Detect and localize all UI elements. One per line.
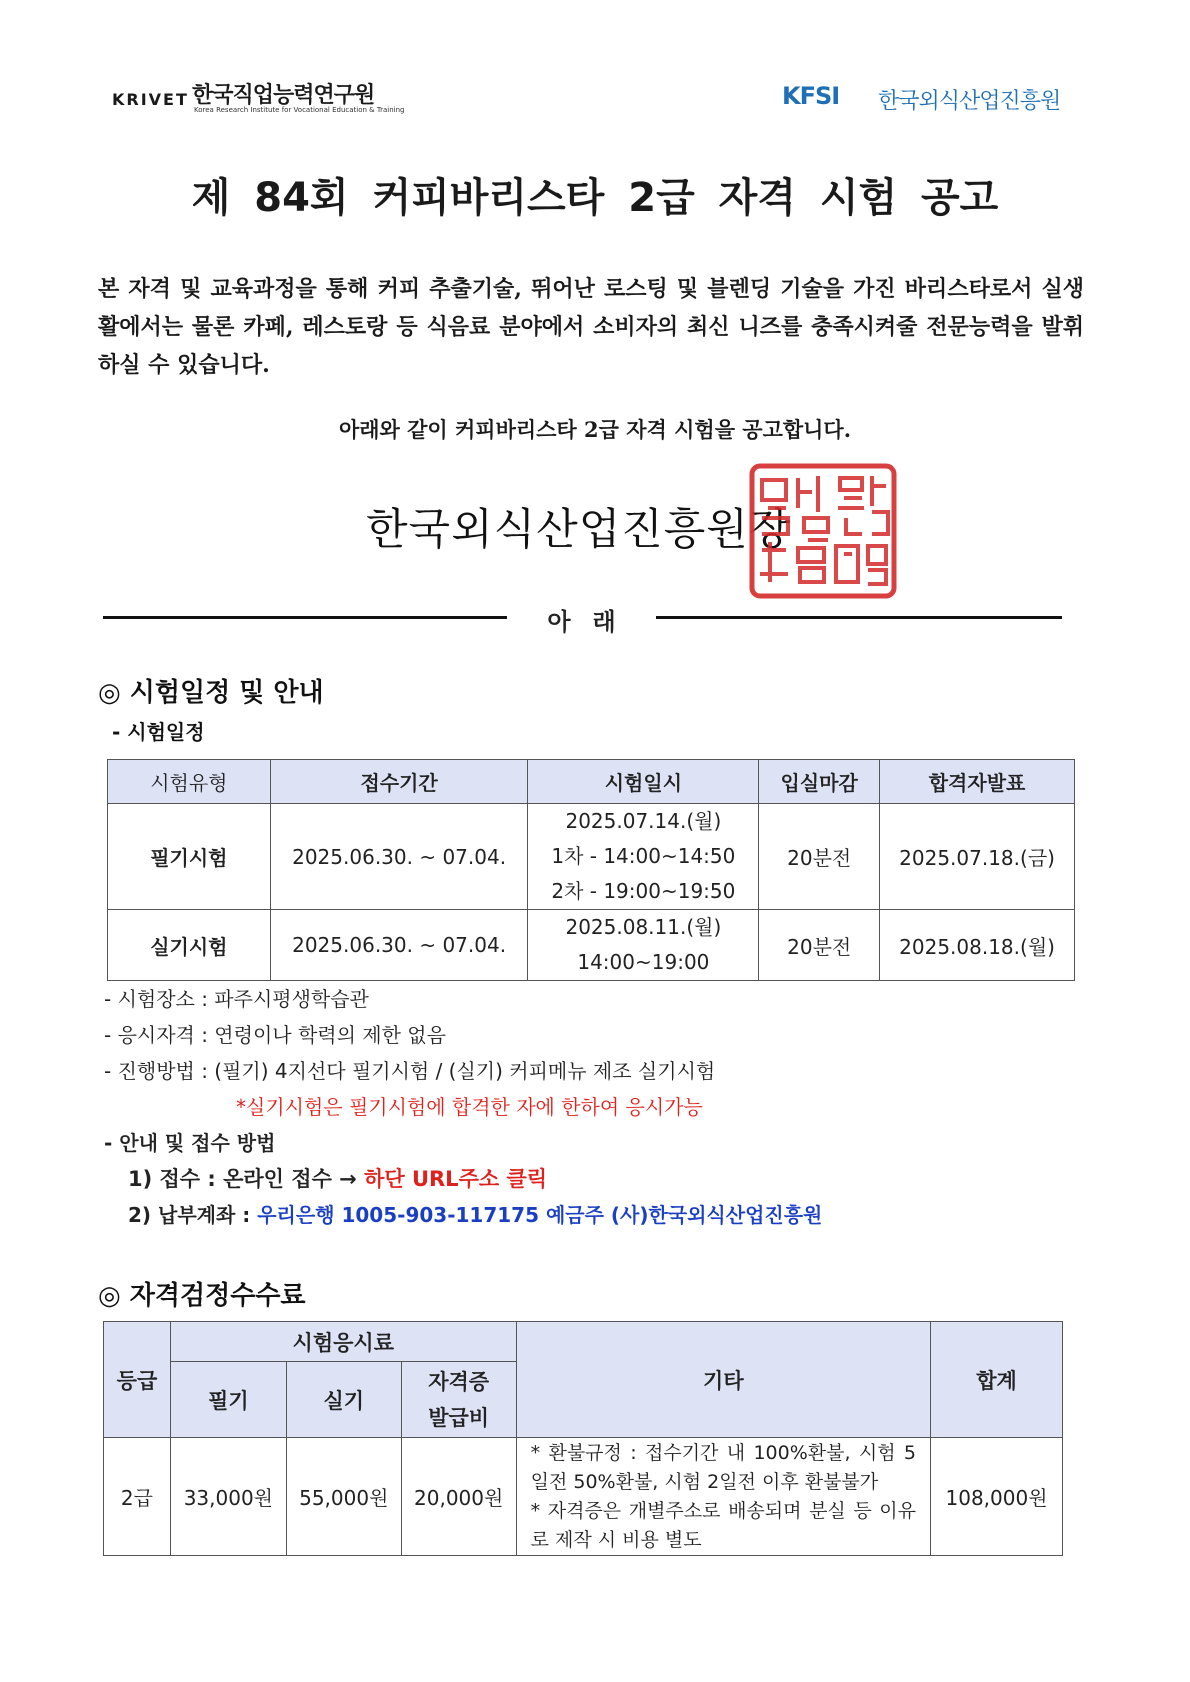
- kfsi-korean-name: 한국외식산업진흥원: [878, 89, 1061, 114]
- result-date: 2025.07.18.(금): [880, 804, 1075, 910]
- header-entry-deadline: 입실마감: [759, 760, 880, 804]
- intro-paragraph: 본 자격 및 교육과정을 통해 커피 추출기술, 뛰어난 로스팅 및 블렌딩 기술을 가진 바리스타로서 실생활에서는 물론 카페, 레스토랑 등 식음료 분야에서 소비자의 최신 니즈를 충족시켜줄 전문능력을 발휘하실 수 있습니다.: [98, 276, 1084, 378]
- exam-schedule-table: [107, 759, 1075, 981]
- note-method: - 진행방법 : (필기) 4지선다 필기시험 / (실기) 커피메뉴 제조 실기시험: [104, 1059, 716, 1083]
- krivet-wordmark: KRIVET: [112, 90, 189, 109]
- note-eligibility: - 응시자격 : 연령이나 학력의 제한 없음: [104, 1023, 446, 1047]
- application-period: 2025.06.30. ~ 07.04.: [270, 804, 528, 910]
- exam-datetime: [528, 910, 759, 981]
- krivet-korean-name: 한국직업능력연구원: [192, 83, 375, 108]
- fee-written: 33,000원: [170, 1438, 286, 1556]
- entry-deadline: 20분전: [759, 804, 880, 910]
- fee-table: [103, 1321, 1063, 1556]
- fee-header-row: [104, 1322, 1063, 1362]
- fee-total: 108,000원: [931, 1438, 1063, 1556]
- fee-etc-notes: * 환불규정 : 접수기간 내 100%환불, 시험 5일전 50%환불, 시험 2일전 이후 환불불가 * 자격증은 개별주소로 배송되며 분실 등 이유로 제작 시 비용 별도: [516, 1438, 930, 1556]
- official-seal-icon: [748, 462, 898, 600]
- divider-line-right: [656, 616, 1062, 619]
- note-venue: - 시험장소 : 파주시평생학습관: [104, 987, 369, 1011]
- header-written-fee: 필기: [170, 1362, 286, 1438]
- exam-type: 실기시험: [108, 910, 271, 981]
- signer-name: 한국외식산업진흥원장: [366, 505, 792, 555]
- apply-label: 1) 접수 : 온라인 접수 →: [128, 1167, 357, 1191]
- section-heading-schedule: ◎ 시험일정 및 안내: [98, 678, 324, 708]
- section-heading-fees: ◎ 자격검정수수료: [98, 1281, 306, 1311]
- krivet-logo: [112, 76, 412, 120]
- account-label: 2) 납부계좌 :: [128, 1203, 251, 1227]
- exam-type: 필기시험: [108, 804, 271, 910]
- schedule-header-row: [108, 760, 1075, 804]
- guide-item-account: [128, 1199, 822, 1228]
- announcement-line: 아래와 같이 커피바리스타 2급 자격 시험을 공고합니다.: [338, 417, 852, 442]
- guide-item-apply: [128, 1163, 547, 1193]
- kfsi-logo: [782, 80, 1062, 116]
- apply-link-text[interactable]: 하단 URL주소 클릭: [364, 1167, 548, 1191]
- exam-datetime: [528, 804, 759, 910]
- header-period: 접수기간: [270, 760, 528, 804]
- table-row: [108, 910, 1075, 981]
- header-grade: 등급: [104, 1322, 171, 1438]
- krivet-english-name: Korea Research Institute for Vocational Education & Training: [194, 106, 405, 114]
- table-row: [104, 1438, 1063, 1556]
- exam-date-line: 1차 - 14:00~14:50: [551, 844, 736, 868]
- fee-cert: 20,000원: [401, 1438, 516, 1556]
- application-period: 2025.06.30. ~ 07.04.: [270, 910, 528, 981]
- exam-date-line: 2차 - 19:00~19:50: [551, 879, 736, 903]
- exam-date-line: 2025.08.11.(월): [565, 915, 722, 939]
- divider-line-left: [103, 616, 507, 619]
- exam-date-line: 14:00~19:00: [577, 950, 710, 974]
- header-cert-fee: 자격증 발급비: [401, 1362, 516, 1438]
- header-result-date: 합격자발표: [880, 760, 1075, 804]
- page-title: 제 84회 커피바리스타 2급 자격 시험 공고: [191, 175, 999, 221]
- table-row: [108, 804, 1075, 910]
- header-etc: 기타: [516, 1322, 930, 1438]
- exam-date-line: 2025.07.14.(월): [565, 809, 722, 833]
- account-details: 우리은행 1005-903-117175 예금주 (사)한국외식산업진흥원: [257, 1203, 823, 1227]
- header-total: 합계: [931, 1322, 1063, 1438]
- header-exam-type: 시험유형: [108, 760, 271, 804]
- divider-label: 아래: [547, 608, 638, 636]
- fee-grade: 2급: [104, 1438, 171, 1556]
- header-practical-fee: 실기: [286, 1362, 401, 1438]
- header-exam-fee: 시험응시료: [170, 1322, 516, 1362]
- header-exam-date: 시험일시: [528, 760, 759, 804]
- subheading-schedule: - 시험일정: [112, 720, 205, 744]
- result-date: 2025.08.18.(월): [880, 910, 1075, 981]
- fee-practical: 55,000원: [286, 1438, 401, 1556]
- entry-deadline: 20분전: [759, 910, 880, 981]
- kfsi-wordmark: KFSI: [782, 82, 840, 110]
- note-practical-eligibility: *실기시험은 필기시험에 합격한 자에 한하여 응시가능: [236, 1095, 703, 1119]
- guide-heading: - 안내 및 접수 방법: [104, 1131, 276, 1155]
